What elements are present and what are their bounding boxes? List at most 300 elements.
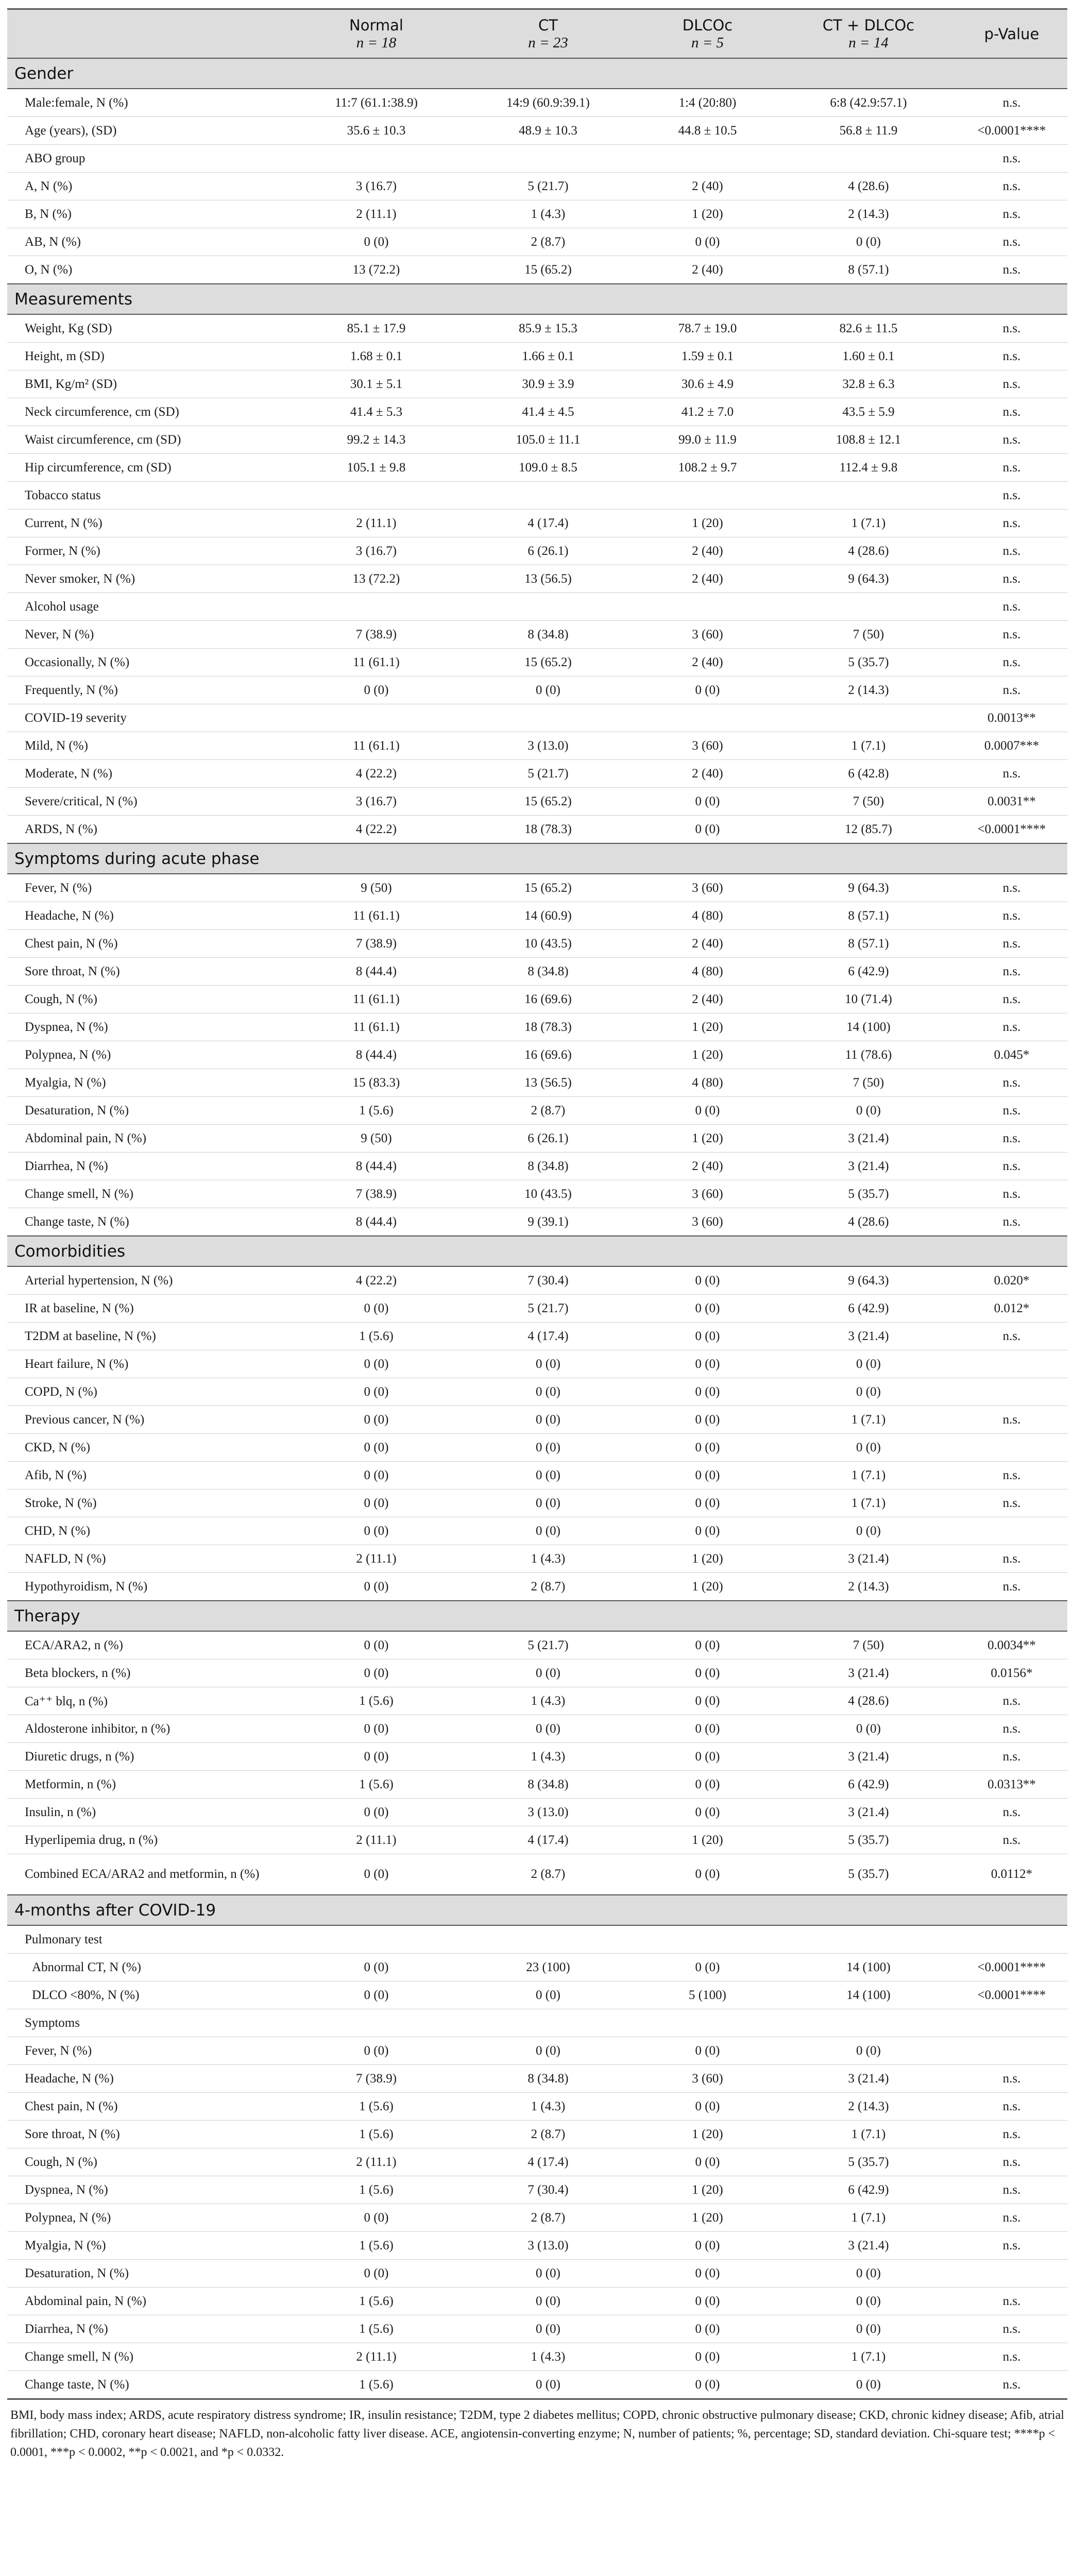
cell-dlcoc: 1 (20) bbox=[634, 1545, 781, 1573]
row-label: Headache, N (%) bbox=[7, 2065, 291, 2093]
row-label: Male:female, N (%) bbox=[7, 89, 291, 117]
cell-dlcoc: 2 (40) bbox=[634, 256, 781, 284]
cell-p-value: 0.0034** bbox=[956, 1631, 1067, 1659]
cell-normal: 7 (38.9) bbox=[291, 930, 462, 958]
cell-p-value: n.s. bbox=[956, 1406, 1067, 1434]
cell-dlcoc: 0 (0) bbox=[634, 1266, 781, 1295]
cell-p-value: n.s. bbox=[956, 343, 1067, 370]
cell-normal: 11 (61.1) bbox=[291, 732, 462, 760]
cell-p-value: n.s. bbox=[956, 1545, 1067, 1573]
cell-ct: 1 (4.3) bbox=[462, 1545, 634, 1573]
table-row bbox=[7, 2371, 1067, 2399]
cell-ct-dlcoc: 1 (7.1) bbox=[781, 2204, 956, 2232]
cell-dlcoc: 78.7 ± 19.0 bbox=[634, 314, 781, 343]
cell-normal: 4 (22.2) bbox=[291, 1266, 462, 1295]
table-row bbox=[7, 2093, 1067, 2121]
cell-dlcoc: 3 (60) bbox=[634, 2065, 781, 2093]
row-label: Desaturation, N (%) bbox=[7, 1097, 291, 1125]
cell-dlcoc: 1 (20) bbox=[634, 1125, 781, 1153]
cell-ct: 0 (0) bbox=[462, 2315, 634, 2343]
table-row bbox=[7, 1517, 1067, 1545]
header-cell-dlcoc: DLCOc n = 5 bbox=[634, 9, 781, 59]
row-label: Sore throat, N (%) bbox=[7, 2121, 291, 2148]
cell-ct-dlcoc: 1 (7.1) bbox=[781, 1462, 956, 1489]
cell-ct: 15 (65.2) bbox=[462, 649, 634, 676]
cell-ct-dlcoc: 1 (7.1) bbox=[781, 732, 956, 760]
row-label: Hyperlipemia drug, n (%) bbox=[7, 1826, 291, 1854]
cell-ct bbox=[462, 482, 634, 510]
cell-dlcoc: 0 (0) bbox=[634, 1323, 781, 1350]
cell-ct: 30.9 ± 3.9 bbox=[462, 370, 634, 398]
cell-normal: 8 (44.4) bbox=[291, 1208, 462, 1236]
cell-ct-dlcoc: 4 (28.6) bbox=[781, 1208, 956, 1236]
table-row bbox=[7, 537, 1067, 565]
cell-p-value: 0.012* bbox=[956, 1295, 1067, 1323]
row-label: Age (years), (SD) bbox=[7, 117, 291, 145]
cell-normal: 1.68 ± 0.1 bbox=[291, 343, 462, 370]
cell-p-value: 0.0313** bbox=[956, 1771, 1067, 1799]
row-label: Diarrhea, N (%) bbox=[7, 1153, 291, 1180]
row-label: Cough, N (%) bbox=[7, 2148, 291, 2176]
cell-ct: 85.9 ± 15.3 bbox=[462, 314, 634, 343]
cell-ct-dlcoc bbox=[781, 145, 956, 173]
row-label: Height, m (SD) bbox=[7, 343, 291, 370]
cell-ct-dlcoc: 10 (71.4) bbox=[781, 986, 956, 1013]
row-label: B, N (%) bbox=[7, 200, 291, 228]
cell-ct: 23 (100) bbox=[462, 1954, 634, 1981]
table-row bbox=[7, 343, 1067, 370]
section-header-row bbox=[7, 1236, 1067, 1266]
cell-ct: 18 (78.3) bbox=[462, 816, 634, 844]
row-label: AB, N (%) bbox=[7, 228, 291, 256]
cell-ct-dlcoc: 11 (78.6) bbox=[781, 1041, 956, 1069]
cell-dlcoc: 2 (40) bbox=[634, 760, 781, 788]
cell-ct-dlcoc: 6 (42.9) bbox=[781, 958, 956, 986]
row-label: CHD, N (%) bbox=[7, 1517, 291, 1545]
table-row bbox=[7, 145, 1067, 173]
cell-normal: 15 (83.3) bbox=[291, 1069, 462, 1097]
table-row bbox=[7, 482, 1067, 510]
cell-dlcoc: 0 (0) bbox=[634, 2148, 781, 2176]
cell-normal: 2 (11.1) bbox=[291, 200, 462, 228]
cell-ct-dlcoc: 3 (21.4) bbox=[781, 1743, 956, 1771]
cell-ct-dlcoc: 2 (14.3) bbox=[781, 676, 956, 704]
row-label: ABO group bbox=[7, 145, 291, 173]
cell-normal: 0 (0) bbox=[291, 1631, 462, 1659]
cell-normal: 1 (5.6) bbox=[291, 1323, 462, 1350]
cell-ct: 1 (4.3) bbox=[462, 2093, 634, 2121]
cell-normal: 2 (11.1) bbox=[291, 1826, 462, 1854]
cell-dlcoc: 0 (0) bbox=[634, 2232, 781, 2260]
cell-normal: 1 (5.6) bbox=[291, 1771, 462, 1799]
section-header-row bbox=[7, 1895, 1067, 1925]
table-row bbox=[7, 1013, 1067, 1041]
cell-ct-dlcoc: 0 (0) bbox=[781, 1097, 956, 1125]
cell-p-value: n.s. bbox=[956, 145, 1067, 173]
cell-p-value: n.s. bbox=[956, 173, 1067, 200]
table-row bbox=[7, 200, 1067, 228]
cell-p-value: n.s. bbox=[956, 370, 1067, 398]
cell-p-value: 0.0007*** bbox=[956, 732, 1067, 760]
cell-normal: 0 (0) bbox=[291, 1715, 462, 1743]
table-row bbox=[7, 314, 1067, 343]
table-row bbox=[7, 593, 1067, 621]
cell-normal: 30.1 ± 5.1 bbox=[291, 370, 462, 398]
cell-ct: 41.4 ± 4.5 bbox=[462, 398, 634, 426]
cell-dlcoc: 0 (0) bbox=[634, 2315, 781, 2343]
cell-p-value: 0.045* bbox=[956, 1041, 1067, 1069]
table-row bbox=[7, 1826, 1067, 1854]
table-row bbox=[7, 1153, 1067, 1180]
table-row bbox=[7, 874, 1067, 902]
cell-ct: 4 (17.4) bbox=[462, 2148, 634, 2176]
cell-normal: 1 (5.6) bbox=[291, 2315, 462, 2343]
row-label: Alcohol usage bbox=[7, 593, 291, 621]
table-row bbox=[7, 2065, 1067, 2093]
cell-dlcoc: 3 (60) bbox=[634, 1208, 781, 1236]
cell-p-value: n.s. bbox=[956, 454, 1067, 482]
cell-p-value: n.s. bbox=[956, 1743, 1067, 1771]
cell-ct: 0 (0) bbox=[462, 1406, 634, 1434]
cell-ct-dlcoc: 5 (35.7) bbox=[781, 649, 956, 676]
cell-normal: 2 (11.1) bbox=[291, 510, 462, 537]
cell-dlcoc: 0 (0) bbox=[634, 1854, 781, 1895]
cell-p-value: n.s. bbox=[956, 874, 1067, 902]
cell-ct: 1.66 ± 0.1 bbox=[462, 343, 634, 370]
cell-ct-dlcoc: 0 (0) bbox=[781, 228, 956, 256]
table-row bbox=[7, 1323, 1067, 1350]
cell-dlcoc: 0 (0) bbox=[634, 1799, 781, 1826]
cell-ct: 0 (0) bbox=[462, 1659, 634, 1687]
cell-ct-dlcoc: 4 (28.6) bbox=[781, 173, 956, 200]
table-row bbox=[7, 2009, 1067, 2037]
cell-normal bbox=[291, 482, 462, 510]
cell-dlcoc: 0 (0) bbox=[634, 1743, 781, 1771]
cell-ct bbox=[462, 1925, 634, 1954]
cell-ct: 0 (0) bbox=[462, 1462, 634, 1489]
cell-ct: 0 (0) bbox=[462, 1434, 634, 1462]
cell-dlcoc: 1 (20) bbox=[634, 510, 781, 537]
cell-ct: 4 (17.4) bbox=[462, 510, 634, 537]
cell-normal: 4 (22.2) bbox=[291, 816, 462, 844]
cell-p-value: n.s. bbox=[956, 1826, 1067, 1854]
cell-ct: 2 (8.7) bbox=[462, 1097, 634, 1125]
row-label: Chest pain, N (%) bbox=[7, 930, 291, 958]
cell-dlcoc: 3 (60) bbox=[634, 874, 781, 902]
cell-ct bbox=[462, 2009, 634, 2037]
table-row bbox=[7, 1925, 1067, 1954]
cell-ct-dlcoc: 3 (21.4) bbox=[781, 2065, 956, 2093]
cell-dlcoc: 1 (20) bbox=[634, 1573, 781, 1601]
table-row bbox=[7, 1771, 1067, 1799]
document-page bbox=[7, 8, 1067, 2462]
cell-ct-dlcoc: 5 (35.7) bbox=[781, 1180, 956, 1208]
table-row bbox=[7, 816, 1067, 844]
table-row bbox=[7, 704, 1067, 732]
cell-normal: 0 (0) bbox=[291, 228, 462, 256]
cell-dlcoc: 2 (40) bbox=[634, 173, 781, 200]
row-label: BMI, Kg/m² (SD) bbox=[7, 370, 291, 398]
table-row bbox=[7, 1631, 1067, 1659]
cell-ct-dlcoc bbox=[781, 482, 956, 510]
cell-dlcoc: 0 (0) bbox=[634, 2343, 781, 2371]
cell-dlcoc: 0 (0) bbox=[634, 676, 781, 704]
cell-ct: 4 (17.4) bbox=[462, 1323, 634, 1350]
cell-dlcoc bbox=[634, 2009, 781, 2037]
cell-dlcoc: 0 (0) bbox=[634, 1517, 781, 1545]
cell-ct-dlcoc: 4 (28.6) bbox=[781, 1687, 956, 1715]
row-label: Current, N (%) bbox=[7, 510, 291, 537]
cell-dlcoc: 0 (0) bbox=[634, 1434, 781, 1462]
cell-ct: 15 (65.2) bbox=[462, 256, 634, 284]
row-label: Abnormal CT, N (%) bbox=[7, 1954, 291, 1981]
cell-dlcoc: 1 (20) bbox=[634, 2204, 781, 2232]
cell-normal: 0 (0) bbox=[291, 1406, 462, 1434]
cell-dlcoc: 30.6 ± 4.9 bbox=[634, 370, 781, 398]
cell-p-value: <0.0001**** bbox=[956, 117, 1067, 145]
table-row bbox=[7, 2343, 1067, 2371]
table-row bbox=[7, 228, 1067, 256]
cell-p-value: n.s. bbox=[956, 2204, 1067, 2232]
cell-normal: 0 (0) bbox=[291, 1854, 462, 1895]
cell-ct-dlcoc: 1 (7.1) bbox=[781, 510, 956, 537]
cell-normal: 0 (0) bbox=[291, 1517, 462, 1545]
table-row bbox=[7, 930, 1067, 958]
table-row bbox=[7, 958, 1067, 986]
cell-ct-dlcoc: 7 (50) bbox=[781, 1631, 956, 1659]
cell-ct: 3 (13.0) bbox=[462, 1799, 634, 1826]
cell-ct-dlcoc: 3 (21.4) bbox=[781, 1799, 956, 1826]
table-row bbox=[7, 1799, 1067, 1826]
cell-ct-dlcoc: 2 (14.3) bbox=[781, 1573, 956, 1601]
cell-ct: 0 (0) bbox=[462, 676, 634, 704]
cell-p-value: n.s. bbox=[956, 1323, 1067, 1350]
cell-p-value: n.s. bbox=[956, 314, 1067, 343]
cell-ct-dlcoc: 1 (7.1) bbox=[781, 1406, 956, 1434]
cell-ct: 5 (21.7) bbox=[462, 760, 634, 788]
cell-ct: 14:9 (60.9:39.1) bbox=[462, 89, 634, 117]
row-label: Insulin, n (%) bbox=[7, 1799, 291, 1826]
cell-ct: 5 (21.7) bbox=[462, 173, 634, 200]
table-row bbox=[7, 1266, 1067, 1295]
cell-ct: 13 (56.5) bbox=[462, 1069, 634, 1097]
cell-ct: 15 (65.2) bbox=[462, 788, 634, 816]
cell-p-value: n.s. bbox=[956, 2065, 1067, 2093]
cell-p-value bbox=[956, 1378, 1067, 1406]
cell-dlcoc: 1.59 ± 0.1 bbox=[634, 343, 781, 370]
cell-dlcoc: 1 (20) bbox=[634, 2121, 781, 2148]
table-row bbox=[7, 1208, 1067, 1236]
table-row bbox=[7, 2176, 1067, 2204]
cell-dlcoc: 0 (0) bbox=[634, 2287, 781, 2315]
cell-p-value: n.s. bbox=[956, 2371, 1067, 2399]
cell-normal: 0 (0) bbox=[291, 1350, 462, 1378]
table-row bbox=[7, 1069, 1067, 1097]
row-label: O, N (%) bbox=[7, 256, 291, 284]
cell-dlcoc bbox=[634, 482, 781, 510]
table-row bbox=[7, 1545, 1067, 1573]
cell-normal: 8 (44.4) bbox=[291, 958, 462, 986]
table-row bbox=[7, 1378, 1067, 1406]
cell-p-value: n.s. bbox=[956, 200, 1067, 228]
cell-p-value: n.s. bbox=[956, 1180, 1067, 1208]
table-row bbox=[7, 1743, 1067, 1771]
cell-ct: 16 (69.6) bbox=[462, 1041, 634, 1069]
cell-ct-dlcoc bbox=[781, 2009, 956, 2037]
cell-ct: 8 (34.8) bbox=[462, 1771, 634, 1799]
cell-normal: 41.4 ± 5.3 bbox=[291, 398, 462, 426]
cell-ct-dlcoc: 82.6 ± 11.5 bbox=[781, 314, 956, 343]
cell-ct: 3 (13.0) bbox=[462, 2232, 634, 2260]
cell-p-value: n.s. bbox=[956, 89, 1067, 117]
cell-p-value: n.s. bbox=[956, 2287, 1067, 2315]
cell-dlcoc: 1 (20) bbox=[634, 1041, 781, 1069]
cell-p-value: n.s. bbox=[956, 2176, 1067, 2204]
cell-ct: 13 (56.5) bbox=[462, 565, 634, 593]
cell-dlcoc: 0 (0) bbox=[634, 2371, 781, 2399]
row-label: Dyspnea, N (%) bbox=[7, 2176, 291, 2204]
cell-normal: 13 (72.2) bbox=[291, 256, 462, 284]
table-row bbox=[7, 1097, 1067, 1125]
table-row bbox=[7, 621, 1067, 649]
header-cell-ct: CT n = 23 bbox=[462, 9, 634, 59]
cell-normal: 0 (0) bbox=[291, 1295, 462, 1323]
cell-dlcoc: 0 (0) bbox=[634, 1350, 781, 1378]
table-row bbox=[7, 1041, 1067, 1069]
cell-ct-dlcoc: 7 (50) bbox=[781, 621, 956, 649]
cell-p-value bbox=[956, 1434, 1067, 1462]
cell-dlcoc: 2 (40) bbox=[634, 1153, 781, 1180]
cell-ct: 2 (8.7) bbox=[462, 228, 634, 256]
cell-ct-dlcoc: 14 (100) bbox=[781, 1981, 956, 2009]
row-label: Symptoms bbox=[7, 2009, 291, 2037]
table-row bbox=[7, 1687, 1067, 1715]
cell-ct: 5 (21.7) bbox=[462, 1295, 634, 1323]
cell-p-value: n.s. bbox=[956, 228, 1067, 256]
cell-normal: 11 (61.1) bbox=[291, 902, 462, 930]
row-label: Never smoker, N (%) bbox=[7, 565, 291, 593]
cell-ct-dlcoc: 8 (57.1) bbox=[781, 256, 956, 284]
cell-dlcoc: 4 (80) bbox=[634, 1069, 781, 1097]
cell-dlcoc bbox=[634, 704, 781, 732]
row-label: COPD, N (%) bbox=[7, 1378, 291, 1406]
cell-normal: 0 (0) bbox=[291, 1799, 462, 1826]
cell-ct-dlcoc: 3 (21.4) bbox=[781, 1545, 956, 1573]
cell-dlcoc: 3 (60) bbox=[634, 1180, 781, 1208]
table-row bbox=[7, 1180, 1067, 1208]
section-title: Comorbidities bbox=[7, 1236, 1067, 1266]
header-cell-p-value: p-Value bbox=[956, 9, 1067, 59]
cell-dlcoc: 0 (0) bbox=[634, 2037, 781, 2065]
cell-p-value: n.s. bbox=[956, 426, 1067, 454]
table-row bbox=[7, 2287, 1067, 2315]
cell-dlcoc: 0 (0) bbox=[634, 1715, 781, 1743]
cell-ct-dlcoc bbox=[781, 704, 956, 732]
cell-normal: 0 (0) bbox=[291, 1981, 462, 2009]
cell-p-value: n.s. bbox=[956, 565, 1067, 593]
row-label: Change taste, N (%) bbox=[7, 2371, 291, 2399]
cell-ct: 15 (65.2) bbox=[462, 874, 634, 902]
cell-dlcoc: 4 (80) bbox=[634, 958, 781, 986]
row-label: Abdominal pain, N (%) bbox=[7, 2287, 291, 2315]
cell-ct-dlcoc: 0 (0) bbox=[781, 2287, 956, 2315]
cell-dlcoc: 0 (0) bbox=[634, 1378, 781, 1406]
cell-p-value: 0.020* bbox=[956, 1266, 1067, 1295]
cell-ct-dlcoc: 3 (21.4) bbox=[781, 1323, 956, 1350]
table-row bbox=[7, 117, 1067, 145]
cell-p-value: n.s. bbox=[956, 1013, 1067, 1041]
row-label: Stroke, N (%) bbox=[7, 1489, 291, 1517]
cell-ct-dlcoc: 43.5 ± 5.9 bbox=[781, 398, 956, 426]
row-label: CKD, N (%) bbox=[7, 1434, 291, 1462]
cell-normal: 1 (5.6) bbox=[291, 2093, 462, 2121]
cell-normal: 2 (11.1) bbox=[291, 2148, 462, 2176]
cell-ct-dlcoc: 6 (42.9) bbox=[781, 1295, 956, 1323]
section-title: 4-months after COVID-19 bbox=[7, 1895, 1067, 1925]
cell-ct bbox=[462, 704, 634, 732]
cell-ct bbox=[462, 145, 634, 173]
row-label: Weight, Kg (SD) bbox=[7, 314, 291, 343]
cell-dlcoc: 2 (40) bbox=[634, 986, 781, 1013]
cell-normal: 1 (5.6) bbox=[291, 2371, 462, 2399]
section-title: Gender bbox=[7, 58, 1067, 89]
row-label: Hip circumference, cm (SD) bbox=[7, 454, 291, 482]
section-header-row bbox=[7, 58, 1067, 89]
cell-p-value: n.s. bbox=[956, 1125, 1067, 1153]
row-label: T2DM at baseline, N (%) bbox=[7, 1323, 291, 1350]
cell-p-value: <0.0001**** bbox=[956, 1981, 1067, 2009]
row-label: Mild, N (%) bbox=[7, 732, 291, 760]
cell-ct: 8 (34.8) bbox=[462, 1153, 634, 1180]
row-label: Previous cancer, N (%) bbox=[7, 1406, 291, 1434]
cell-ct: 6 (26.1) bbox=[462, 537, 634, 565]
row-label: Polypnea, N (%) bbox=[7, 1041, 291, 1069]
cell-normal: 1 (5.6) bbox=[291, 2232, 462, 2260]
cell-p-value: n.s. bbox=[956, 986, 1067, 1013]
cell-ct: 2 (8.7) bbox=[462, 1573, 634, 1601]
table-row bbox=[7, 454, 1067, 482]
cell-normal bbox=[291, 704, 462, 732]
cell-ct: 5 (21.7) bbox=[462, 1631, 634, 1659]
cell-dlcoc: 0 (0) bbox=[634, 1659, 781, 1687]
cell-p-value bbox=[956, 2260, 1067, 2287]
cell-p-value: n.s. bbox=[956, 1208, 1067, 1236]
row-label: IR at baseline, N (%) bbox=[7, 1295, 291, 1323]
section-title: Measurements bbox=[7, 284, 1067, 314]
cell-ct-dlcoc: 2 (14.3) bbox=[781, 2093, 956, 2121]
cell-ct-dlcoc: 0 (0) bbox=[781, 2260, 956, 2287]
cell-p-value bbox=[956, 1925, 1067, 1954]
cell-normal: 13 (72.2) bbox=[291, 565, 462, 593]
section-header-row bbox=[7, 843, 1067, 874]
cell-ct: 0 (0) bbox=[462, 1981, 634, 2009]
cell-normal: 7 (38.9) bbox=[291, 2065, 462, 2093]
table-footnote: BMI, body mass index; ARDS, acute respiratory distress syndrome; IR, insulin resistance; T2DM, type 2 diabetes mellitus; COPD, chronic obstructive pulmonary disease; CKD, chronic kidney disease; Afib, atrial fibrillation; CHD, coronary heart disease; NAFLD, non-alcoholic fatty liver disease. ACE, angiotensin-converting enzyme; N, number of patients; %, percentage; SD, standard deviation. Chi-square test; ****p < 0.0001, ***p < 0.0002, **p < 0.0021, and *p < 0.0332. bbox=[10, 2409, 1064, 2459]
table-row bbox=[7, 2121, 1067, 2148]
cell-dlcoc: 1 (20) bbox=[634, 1013, 781, 1041]
table-row bbox=[7, 173, 1067, 200]
cell-p-value: n.s. bbox=[956, 1687, 1067, 1715]
cell-ct-dlcoc: 14 (100) bbox=[781, 1013, 956, 1041]
cell-ct: 0 (0) bbox=[462, 2037, 634, 2065]
cell-dlcoc: 1 (20) bbox=[634, 1826, 781, 1854]
cell-ct-dlcoc: 9 (64.3) bbox=[781, 565, 956, 593]
cell-p-value: n.s. bbox=[956, 1069, 1067, 1097]
section-title: Symptoms during acute phase bbox=[7, 843, 1067, 874]
cell-p-value: 0.0156* bbox=[956, 1659, 1067, 1687]
cell-normal: 8 (44.4) bbox=[291, 1153, 462, 1180]
row-label: Fever, N (%) bbox=[7, 2037, 291, 2065]
